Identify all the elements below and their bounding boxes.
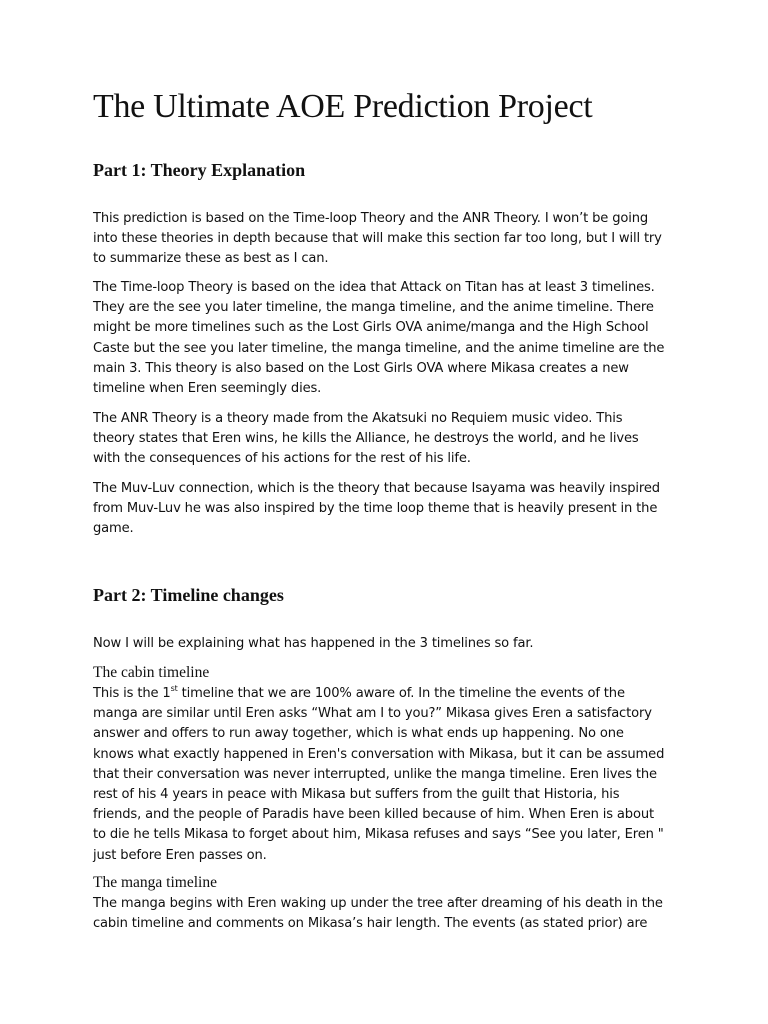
text-line: manga are similar until Eren asks “What am I to you?” Mikasa gives Eren a satisfactory	[93, 706, 652, 722]
text-line: friends, and the people of Paradis have been killed because of him. When Eren is about	[93, 807, 654, 823]
text-line: Now I will be explaining what has happened in the 3 timelines so far.	[93, 636, 534, 651]
text-line: timeline when Eren seemingly dies.	[93, 381, 322, 397]
text-line: Caste but the see you later timeline, the manga timeline, and the anime timeline are the	[93, 340, 665, 356]
text-line: might be more timelines such as the Lost Girls OVA anime/manga and the High School	[93, 320, 649, 336]
manga-timeline-paragraph	[93, 894, 683, 934]
text-line: answer and offers to run away together, which is what ends up happening. No one	[93, 726, 624, 742]
text-line	[93, 684, 683, 704]
part1-paragraph-1	[93, 209, 683, 270]
text-fragment: timeline that we are 100% aware of. In the timeline the events of the	[177, 686, 625, 701]
text-line: The Muv-Luv connection, which is the theory that because Isayama was heavily inspired	[93, 481, 660, 496]
text-line: The ANR Theory is a theory made from the Akatsuki no Requiem music video. This	[93, 411, 623, 426]
manga-timeline-heading: The manga timeline	[93, 874, 217, 891]
text-line: knows what exactly happened in Eren's conversation with Mikasa, but it can be assumed	[93, 746, 665, 762]
text-line: rest of his 4 years in peace with Mikasa but suffers from the guilt that Historia, his	[93, 787, 620, 803]
text-line: that their conversation was never interrupted, unlike the manga timeline. Eren lives the	[93, 766, 657, 782]
part2-intro	[93, 634, 683, 654]
text-line: just before Eren passes on.	[93, 847, 267, 863]
text-line: cabin timeline and comments on Mikasa’s hair length. The events (as stated prior) are	[93, 916, 648, 932]
text-line: with the consequences of his actions for the rest of his life.	[93, 451, 471, 467]
part1-paragraph-4	[93, 479, 683, 540]
cabin-timeline-heading: The cabin timeline	[93, 664, 210, 681]
part1-paragraph-2	[93, 278, 683, 399]
part2-heading: Part 2: Timeline changes	[93, 585, 284, 605]
text-line: game.	[93, 521, 134, 537]
superscript: st	[170, 684, 178, 693]
document-title: The Ultimate AOE Prediction Project	[93, 88, 593, 125]
text-fragment: This is the 1	[93, 686, 171, 701]
text-line: This prediction is based on the Time-loop Theory and the ANR Theory. I won’t be going	[93, 211, 649, 226]
text-line: into these theories in depth because that will make this section far too long, but I will try	[93, 231, 662, 247]
text-line: to die he tells Mikasa to forget about him, Mikasa refuses and says “See you later, Eren "	[93, 827, 664, 843]
text-line: theory states that Eren wins, he kills the Alliance, he destroys the world, and he lives	[93, 431, 639, 447]
text-line: to summarize these as best as I can.	[93, 251, 329, 267]
text-line: from Muv-Luv he was also inspired by the time loop theme that is heavily present in the	[93, 501, 658, 517]
text-line: They are the see you later timeline, the manga timeline, and the anime timeline. There	[93, 300, 654, 316]
cabin-timeline-paragraph	[93, 684, 683, 866]
text-line: The Time-loop Theory is based on the idea that Attack on Titan has at least 3 timelines.	[93, 280, 655, 295]
part1-heading: Part 1: Theory Explanation	[93, 160, 306, 180]
part1-paragraph-3	[93, 409, 683, 470]
text-line: The manga begins with Eren waking up under the tree after dreaming of his death in the	[93, 896, 663, 911]
text-line: main 3. This theory is also based on the Lost Girls OVA where Mikasa creates a new	[93, 360, 629, 376]
